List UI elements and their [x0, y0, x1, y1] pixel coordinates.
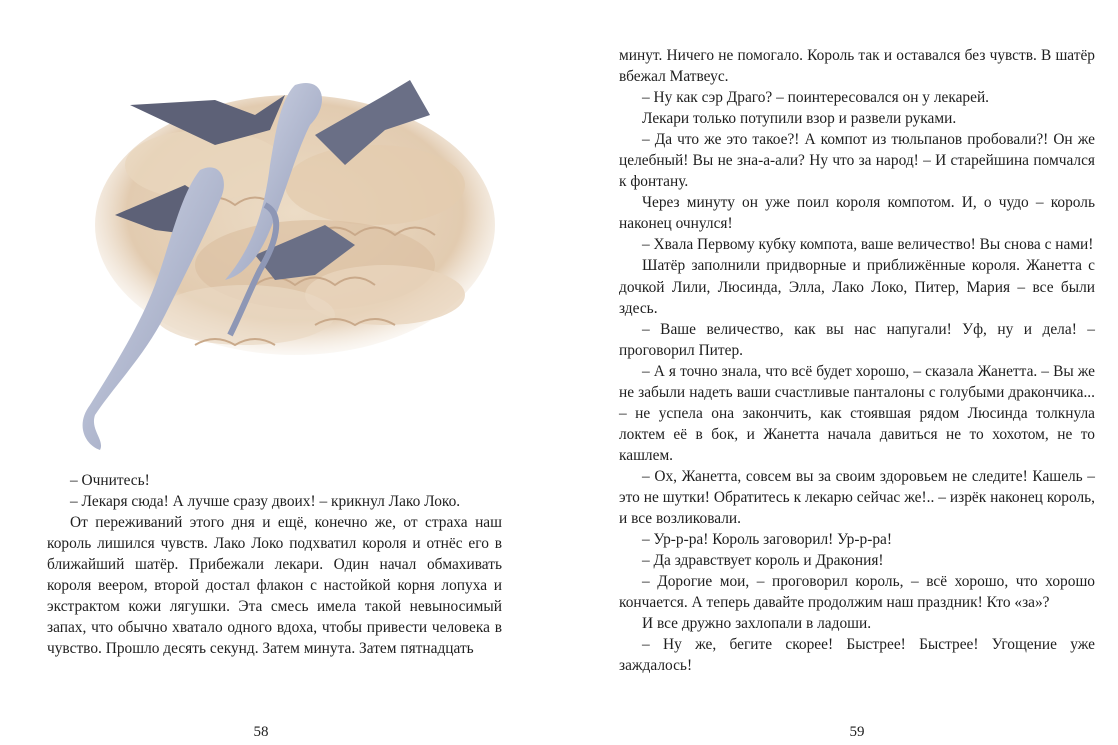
paragraph: – Ну как сэр Драго? – поинтересовался он у лекарей.	[642, 89, 990, 107]
paragraph: От переживаний этого дня и ещё, конечно же, от страха наш король лишился чувств. Лако Локо подхватил короля и отнёс его в ближайший шатёр. Прибежали лекари. Один начал обмахивать короля веером, второй достал флакон с настойкой корня лопуха и экстрактом кожи лягушки. Эта смесь имела такой невыносимый запах, что обычно хватало одного вдоха, чтобы привести человека в чувство. Прошло десять секунд. Затем минута. Затем пятнадцать	[47, 514, 502, 658]
paragraph: минут. Ничего не помогало. Король так и оставался без чувств. В шатёр вбежал Матвеус.	[619, 47, 1095, 86]
paragraph: – Да что же это такое?! А компот из тюльпанов пробовали?! Он же целебный! Вы не зна-а-али? Ну что за народ! – И старейшина помчался к фонтану.	[619, 131, 1095, 191]
right-page	[559, 0, 1118, 745]
dragon-illustration	[55, 55, 495, 455]
paragraph: – Ну же, бегите скорее! Быстрее! Быстрее! Угощение уже заждалось!	[619, 636, 1095, 675]
page-number: 59	[849, 724, 865, 740]
paragraph: – Дорогие мои, – проговорил король, – всё хорошо, что хорошо кончается. А теперь давайте продолжим наш праздник! Кто «за»?	[619, 573, 1095, 612]
paragraph: – Ваше величество, как вы нас напугали! Уф, ну и дела! – проговорил Питер.	[619, 320, 1095, 359]
paragraph: – Очнитесь!	[70, 472, 150, 489]
paragraph: – Хвала Первому кубку компота, ваше величество! Вы снова с нами!	[642, 236, 1094, 254]
right-page-text	[619, 45, 1095, 676]
paragraph: – Лекаря сюда! А лучше сразу двоих! – крикнул Лако Локо.	[70, 493, 461, 511]
paragraph: – Да здравствует король и Дракония!	[642, 552, 884, 570]
paragraph: И все дружно захлопали в ладоши.	[642, 615, 872, 633]
page-number: 58	[253, 724, 269, 740]
paragraph: – Ур-р-ра! Король заговорил! Ур-р-ра!	[642, 531, 892, 549]
left-page-text	[47, 470, 502, 659]
paragraph: – А я точно знала, что всё будет хорошо, – сказала Жанетта. – Вы же не забыли надеть ваши счастливые панталоны с голубыми дракончика... – не успела она закончить, как стоявшая рядом Люсинда толкнула локтем её в бок, и Жанетта начала давиться не то хохотом, не то кашлем.	[619, 362, 1095, 464]
paragraph: – Ох, Жанетта, совсем вы за своим здоровьем не следите! Кашель – это не шутки! Обратитесь к лекарю сейчас же!.. – изрёк наконец король, и все возликовали.	[619, 467, 1095, 528]
paragraph: Через минуту он уже поил короля компотом. И, о чудо – король наконец очнулся!	[619, 194, 1095, 233]
paragraph: Шатёр заполнили придворные и приближённые короля. Жанетта с дочкой Лили, Люсинда, Элла, Лако Локо, Питер, Мария – все были здесь.	[619, 257, 1095, 317]
paragraph: Лекари только потупили взор и развели руками.	[642, 110, 957, 128]
